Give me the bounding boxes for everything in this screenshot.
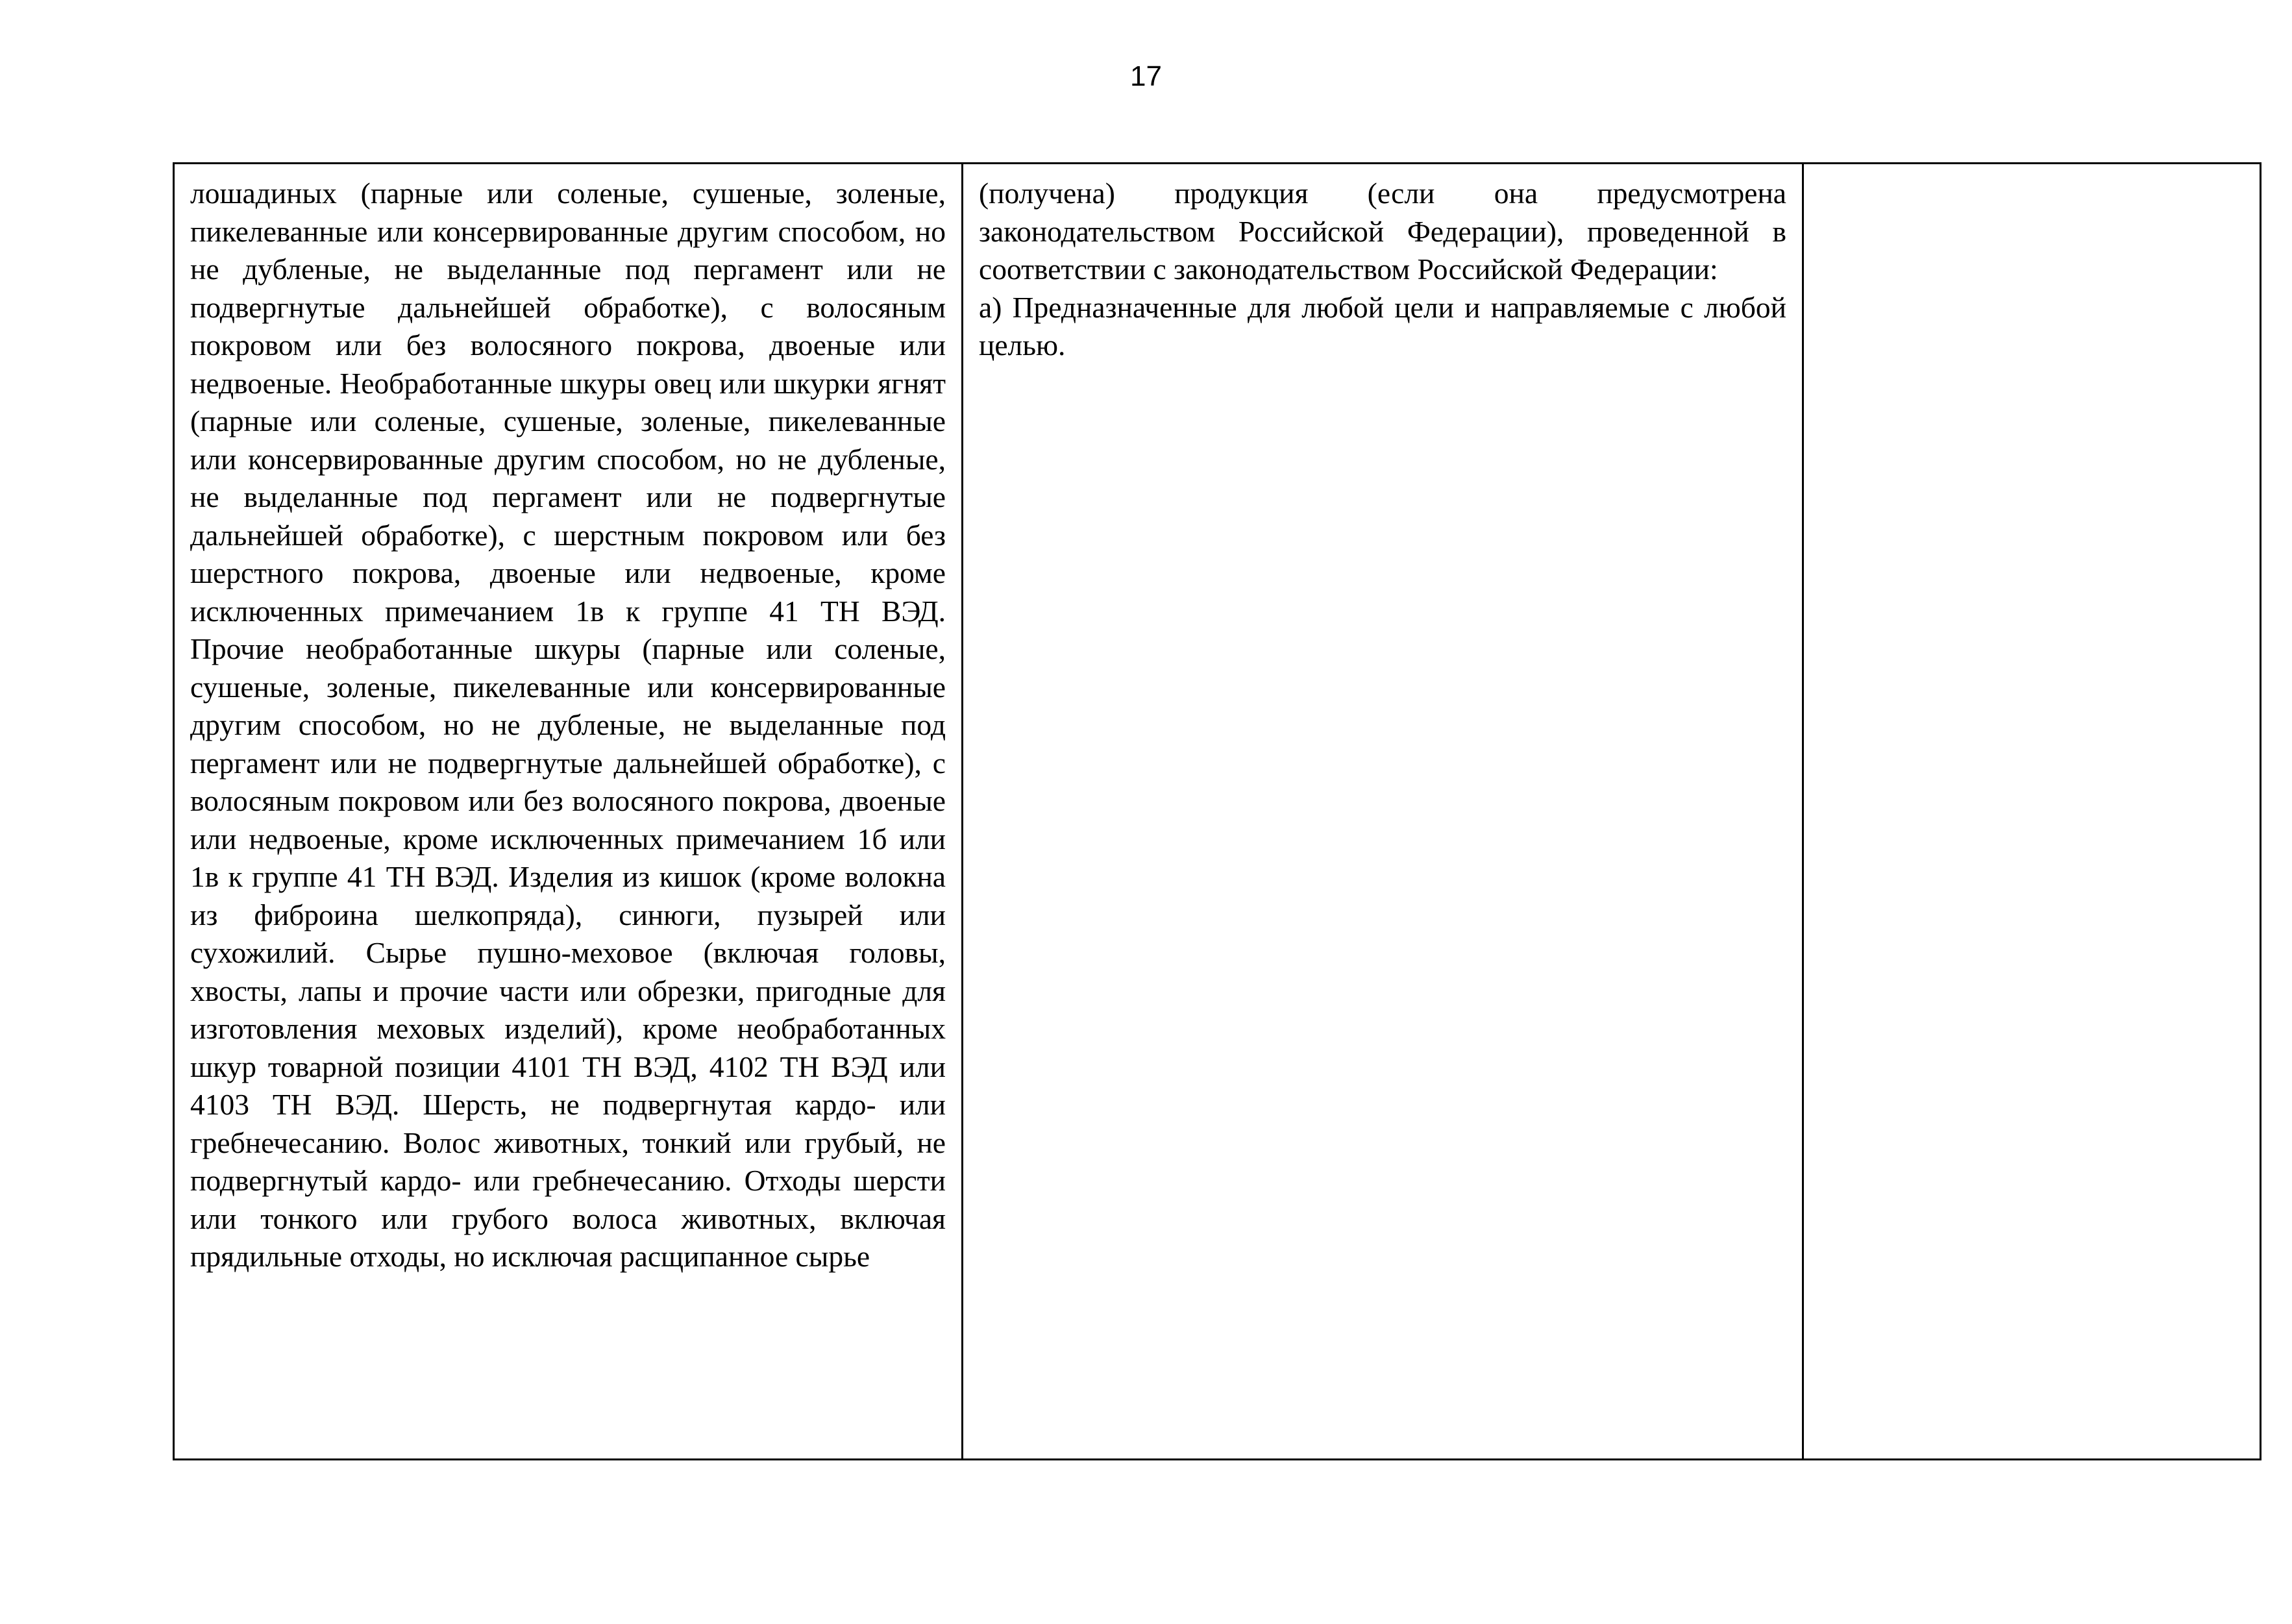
requirements-paragraph-1: (получена) продукция (если она предусмотрена законодательством Российской Федерации), проведенной в соответствии с законодательством Российской Федерации:	[979, 177, 1794, 286]
requirements-paragraph-2: а) Предназначенные для любой цели и направляемые с любой целью.	[979, 290, 1794, 362]
table-cell-requirements	[963, 164, 1803, 1460]
regulation-table	[173, 162, 2261, 1460]
table-cell-product-description	[174, 164, 963, 1460]
page-number: 17	[1130, 60, 1162, 92]
product-description-text: лошадиных (парные или соленые, сушеные, золеные, пикелеванные или консервированные другим способом, но не дубленые, не выделанные под пергамент или не подвергнутые дальнейшей обработке), с волосяным покровом или без волосяного покрова, двоеные или недвоеные. Необработанные шкуры овец или шкурки ягнят (парные или соленые, сушеные, золеные, пикелеванные или консервированные другим способом, но не дубленые, не выделанные под пергамент или не подвергнутые дальнейшей обработке), с шерстным покровом или без шерстного покрова, двоеные или недвоеные, кроме исключенных примечанием 1в к группе 41 ТН ВЭД. Прочие необработанные шкуры (парные или соленые, сушеные, золеные, пикелеванные или консервированные другим способом, но не дубленые, не выделанные под пергамент или не подвергнутые дальнейшей обработке), с волосяным покровом или без волосяного покрова, двоеные или недвоеные, кроме исключенных примечанием 1б или 1в к группе 41 ТН ВЭД. Изделия из кишок (кроме волокна из фиброина шелкопряда), синюги, пузырей или сухожилий. Сырье пушно-меховое (включая головы, хвосты, лапы и прочие части или обрезки, пригодные для изготовления меховых изделий), кроме необработанных шкур товарной позиции 4101 ТН ВЭД, 4102 ТН ВЭД или 4103 ТН ВЭД. Шерсть, не подвергнутая кардо- или гребнечесанию. Волос животных, тонкий или грубый, не подвергнутый кардо- или гребнечесанию. Отходы шерсти или тонкого или грубого волоса животных, включая прядильные отходы, но исключая расщипанное сырье	[190, 177, 954, 1273]
table-cell-empty	[1803, 164, 2261, 1460]
table-row	[174, 164, 2261, 1460]
